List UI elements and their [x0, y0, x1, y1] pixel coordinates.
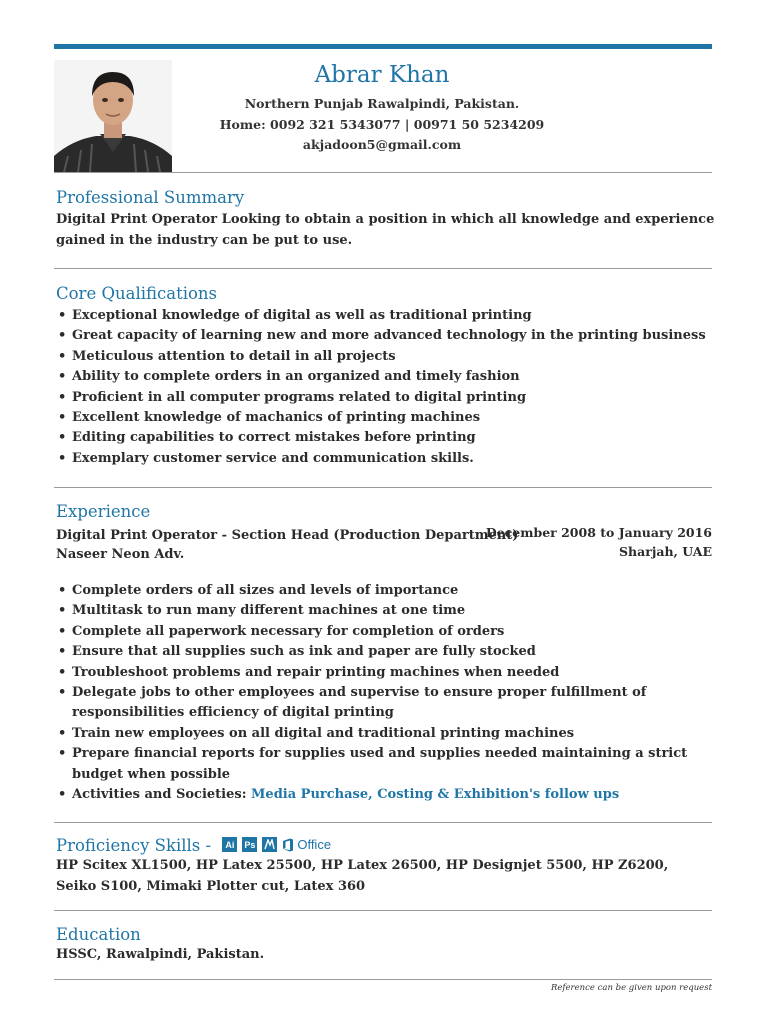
- list-item: • Activities and Societies: Media Purchase, Costing & Exhibition's follow ups: [58, 787, 620, 803]
- skills-title-text: Proficiency Skills -: [56, 836, 212, 855]
- activities-link[interactable]: Media Purchase, Costing & Exhibition's follow ups: [251, 787, 620, 803]
- job-dates-block: [486, 523, 712, 561]
- company-name: Naseer Neon Adv.: [56, 547, 185, 562]
- job-role-block: [56, 526, 518, 564]
- list-item: • Multitask to run many different machines at one time: [58, 603, 466, 619]
- list-item: • Delegate jobs to other employees and supervise to ensure proper fulfillment of responsibilities efficiency of digital printing: [58, 685, 647, 721]
- phone-numbers: Home: 0092 321 5343077 | 00971 50 5234209: [219, 117, 545, 132]
- qualifications-list: [56, 306, 716, 469]
- job-location: Sharjah, UAE: [619, 544, 712, 559]
- list-item: • Train new employees on all digital and traditional printing machines: [58, 725, 575, 741]
- divider: [54, 910, 712, 911]
- experience-title: Experience: [56, 502, 151, 521]
- skill-icons: [222, 837, 331, 852]
- skills-line-2: Seiko S100, Mimaki Plotter cut, Latex 360: [56, 878, 366, 894]
- skills-title: [56, 836, 331, 855]
- job-dates: December 2008 to January 2016: [485, 525, 712, 540]
- divider: [54, 172, 712, 173]
- illustrator-icon: Ai: [222, 837, 237, 852]
- list-item: • Ensure that all supplies such as ink and paper are fully stocked: [58, 644, 536, 660]
- summary-title: Professional Summary: [56, 188, 245, 207]
- divider: [54, 979, 712, 980]
- skills-line-1: HP Scitex XL1500, HP Latex 25500, HP Latex 26500, HP Designjet 5500, HP Z6200,: [56, 858, 669, 873]
- coreldraw-icon: [262, 837, 277, 852]
- education-text: HSSC, Rawalpindi, Pakistan.: [56, 947, 265, 962]
- candidate-name: Abrar Khan: [314, 62, 450, 88]
- profile-photo: [54, 60, 172, 172]
- list-item: • Editing capabilities to correct mistakes before printing: [58, 430, 476, 446]
- address: Northern Punjab Rawalpindi, Pakistan.: [244, 96, 520, 111]
- list-item: • Proficient in all computer programs related to digital printing: [58, 389, 527, 405]
- education-title: Education: [56, 925, 141, 944]
- qualifications-title: Core Qualifications: [56, 284, 218, 303]
- list-item: • Exceptional knowledge of digital as well as traditional printing: [58, 308, 532, 323]
- office-icon: [282, 837, 331, 852]
- list-item: • Great capacity of learning new and more advanced technology in the printing business: [58, 328, 706, 344]
- top-accent-bar: [54, 44, 712, 49]
- list-item: • Prepare financial reports for supplies used and supplies needed maintaining a strict budget when possible: [58, 746, 688, 782]
- divider: [54, 268, 712, 269]
- list-item: • Troubleshoot problems and repair printing machines when needed: [58, 664, 560, 680]
- list-item: • Complete all paperwork necessary for completion of orders: [58, 623, 505, 639]
- footer-note: Reference can be given upon request: [550, 983, 712, 993]
- list-item: • Exemplary customer service and communication skills.: [58, 450, 474, 466]
- summary-text: Digital Print Operator Looking to obtain a position in which all knowledge and experience gained in the industry can be put to use.: [56, 212, 715, 248]
- list-item: • Meticulous attention to detail in all projects: [58, 348, 396, 364]
- job-title: Digital Print Operator - Section Head (Production Department): [56, 528, 519, 543]
- divider: [54, 487, 712, 488]
- office-label: Office: [297, 837, 332, 852]
- email-address[interactable]: akjadoon5@gmail.com: [302, 137, 462, 152]
- experience-list: [56, 581, 716, 805]
- list-item: • Complete orders of all sizes and levels of importance: [58, 583, 459, 598]
- skills-text: [56, 856, 716, 897]
- list-item: • Ability to complete orders in an organized and timely fashion: [58, 369, 520, 385]
- list-item: • Excellent knowledge of machanics of printing machines: [58, 410, 481, 426]
- photoshop-icon: Ps: [242, 837, 257, 852]
- divider: [54, 822, 712, 823]
